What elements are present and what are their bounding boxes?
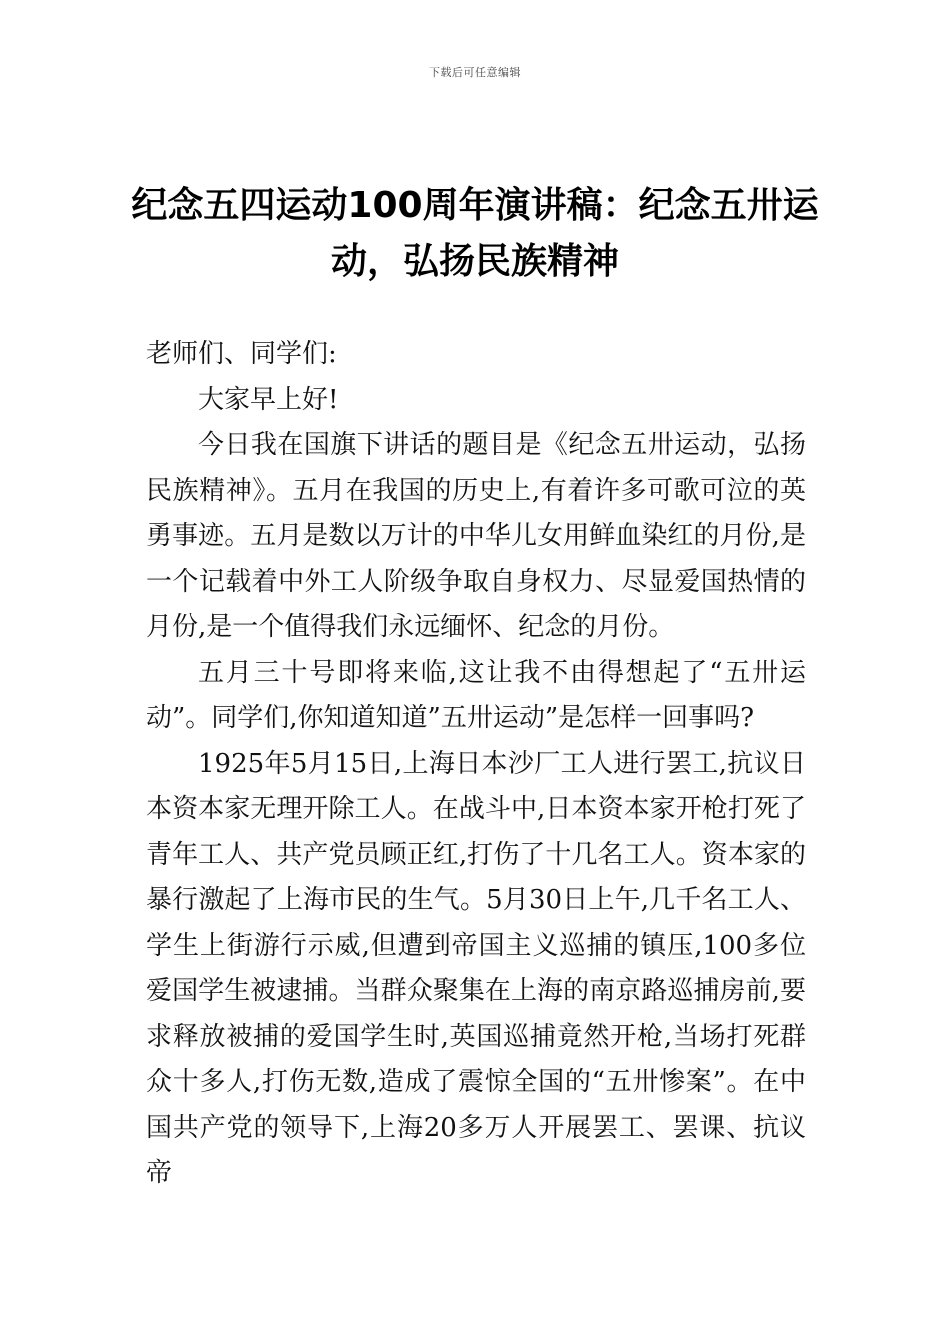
document-title: 纪念五四运动100周年演讲稿：纪念五卅运动，弘扬民族精神 (131, 185, 819, 282)
paragraph-intro: 今日我在国旗下讲话的题目是《纪念五卅运动，弘扬民族精神》。五月在我国的历史上,有着许多可歌可泣的英勇事迹。五月是数以万计的中华儿女用鲜血染红的月份,是一个记载着中外工人阶级争取自身权力、尽显爱国热情的月份,是一个值得我们永远缅怀、纪念的月份。 (146, 430, 806, 642)
salutation: 老师们、同学们: (146, 339, 337, 369)
paragraph-greeting: 大家早上好! (198, 384, 339, 415)
header-note: 下载后可任意编辑 (429, 66, 521, 79)
document-body (146, 332, 806, 1197)
paragraph-question: 五月三十号即将来临,这让我不由得想起了“五卅运动”。同学们,你知道知道”五卅运动”是怎样一回事吗? (146, 657, 806, 733)
paragraph-history: 1925年5月15日,上海日本沙厂工人进行罢工,抗议日本资本家无理开除工人。在战斗中,日本资本家开枪打死了青年工人、共产党员顾正红,打伤了十几名工人。资本家的暴行激起了上海市民的生气。5月30日上午,几千名工人、学生上街游行示威,但遭到帝国主义巡捕的镇压,100多位爱国学生被逮捕。当群众聚集在上海的南京路巡捕房前,要求释放被捕的爱国学生时,英国巡捕竟然开枪,当场打死群众十多人,打伤无数,造成了震惊全国的“五卅惨案”。在中国共产党的领导下,上海20多万人开展罢工、罢课、抗议帝 (146, 748, 806, 1188)
